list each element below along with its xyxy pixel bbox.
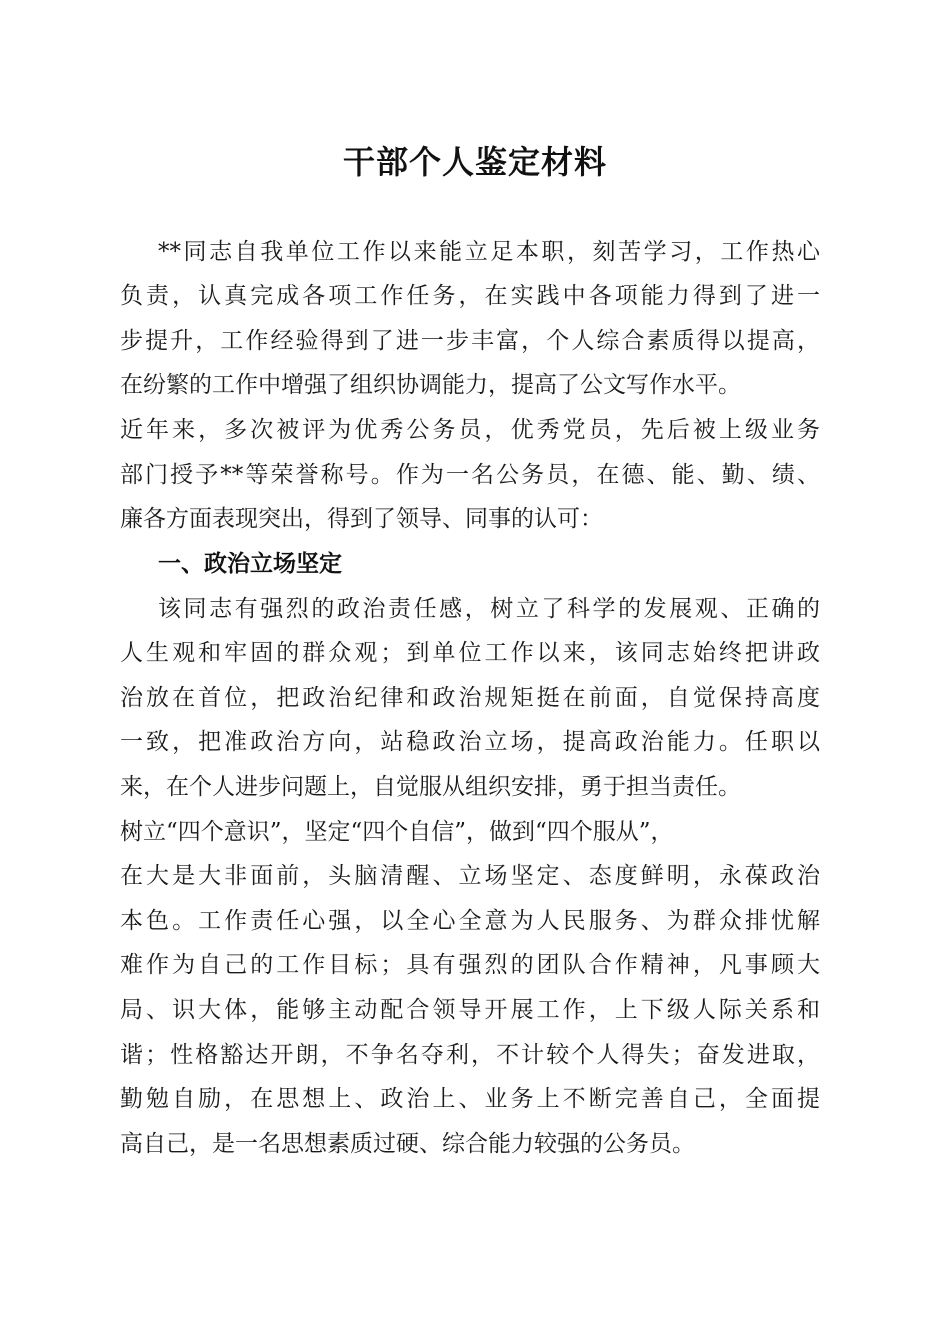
paragraph-2-line: 本色。工作责任心强，以全心全意为人民服务、为群众排忧解 <box>120 908 820 934</box>
paragraph-2-line: 高自己，是一名思想素质过硬、综合能力较强的公务员。 <box>120 1131 695 1157</box>
paragraph-2-line: 谐；性格豁达开朗，不争名夺利，不计较个人得失；奋发进取， <box>120 1042 820 1068</box>
paragraph-2-line: 该同志有强烈的政治责任感，树立了科学的发展观、正确的 <box>158 596 820 622</box>
paragraph-2-line: 勤勉自励，在思想上、政治上、业务上不断完善自己，全面提 <box>120 1086 820 1112</box>
paragraph-2-line: 人生观和牢固的群众观；到单位工作以来，该同志始终把讲政 <box>120 640 820 666</box>
document-title: 干部个人鉴定材料 <box>342 143 607 181</box>
paragraph-1-line: 部门授予**等荣誉称号。作为一名公务员，在德、能、勤、绩、 <box>120 462 820 488</box>
paragraph-2-line: 树立“四个意识”，坚定“四个自信”，做到“四个服从”， <box>120 819 674 845</box>
paragraph-1-line: 负责，认真完成各项工作任务，在实践中各项能力得到了进一 <box>120 283 820 309</box>
paragraph-1-line: 廉各方面表现突出，得到了领导、同事的认可： <box>120 506 603 532</box>
paragraph-2-line: 在大是大非面前，头脑清醒、立场坚定、态度鲜明，永葆政治 <box>120 863 820 889</box>
paragraph-1-line: 步提升，工作经验得到了进一步丰富，个人综合素质得以提高， <box>120 328 820 354</box>
paragraph-2-line: 难作为自己的工作目标；具有强烈的团队合作精神，凡事顾大 <box>120 952 820 978</box>
paragraph-1-line: **同志自我单位工作以来能立足本职，刻苦学习，工作热心 <box>158 239 820 265</box>
paragraph-2-line: 局、识大体，能够主动配合领导开展工作，上下级人际关系和 <box>120 997 820 1023</box>
paragraph-2-line: 治放在首位，把政治纪律和政治规矩挺在前面，自觉保持高度 <box>120 685 820 711</box>
section-1-heading: 一、政治立场坚定 <box>158 551 342 577</box>
paragraph-1-line: 在纷繁的工作中增强了组织协调能力，提高了公文写作水平。 <box>120 372 741 398</box>
paragraph-2-line: 一致，把准政治方向，站稳政治立场，提高政治能力。任职以 <box>120 729 820 755</box>
paragraph-1-line: 近年来，多次被评为优秀公务员，优秀党员，先后被上级业务 <box>120 417 820 443</box>
paragraph-2-line: 来，在个人进步问题上，自觉服从组织安排，勇于担当责任。 <box>120 774 741 800</box>
